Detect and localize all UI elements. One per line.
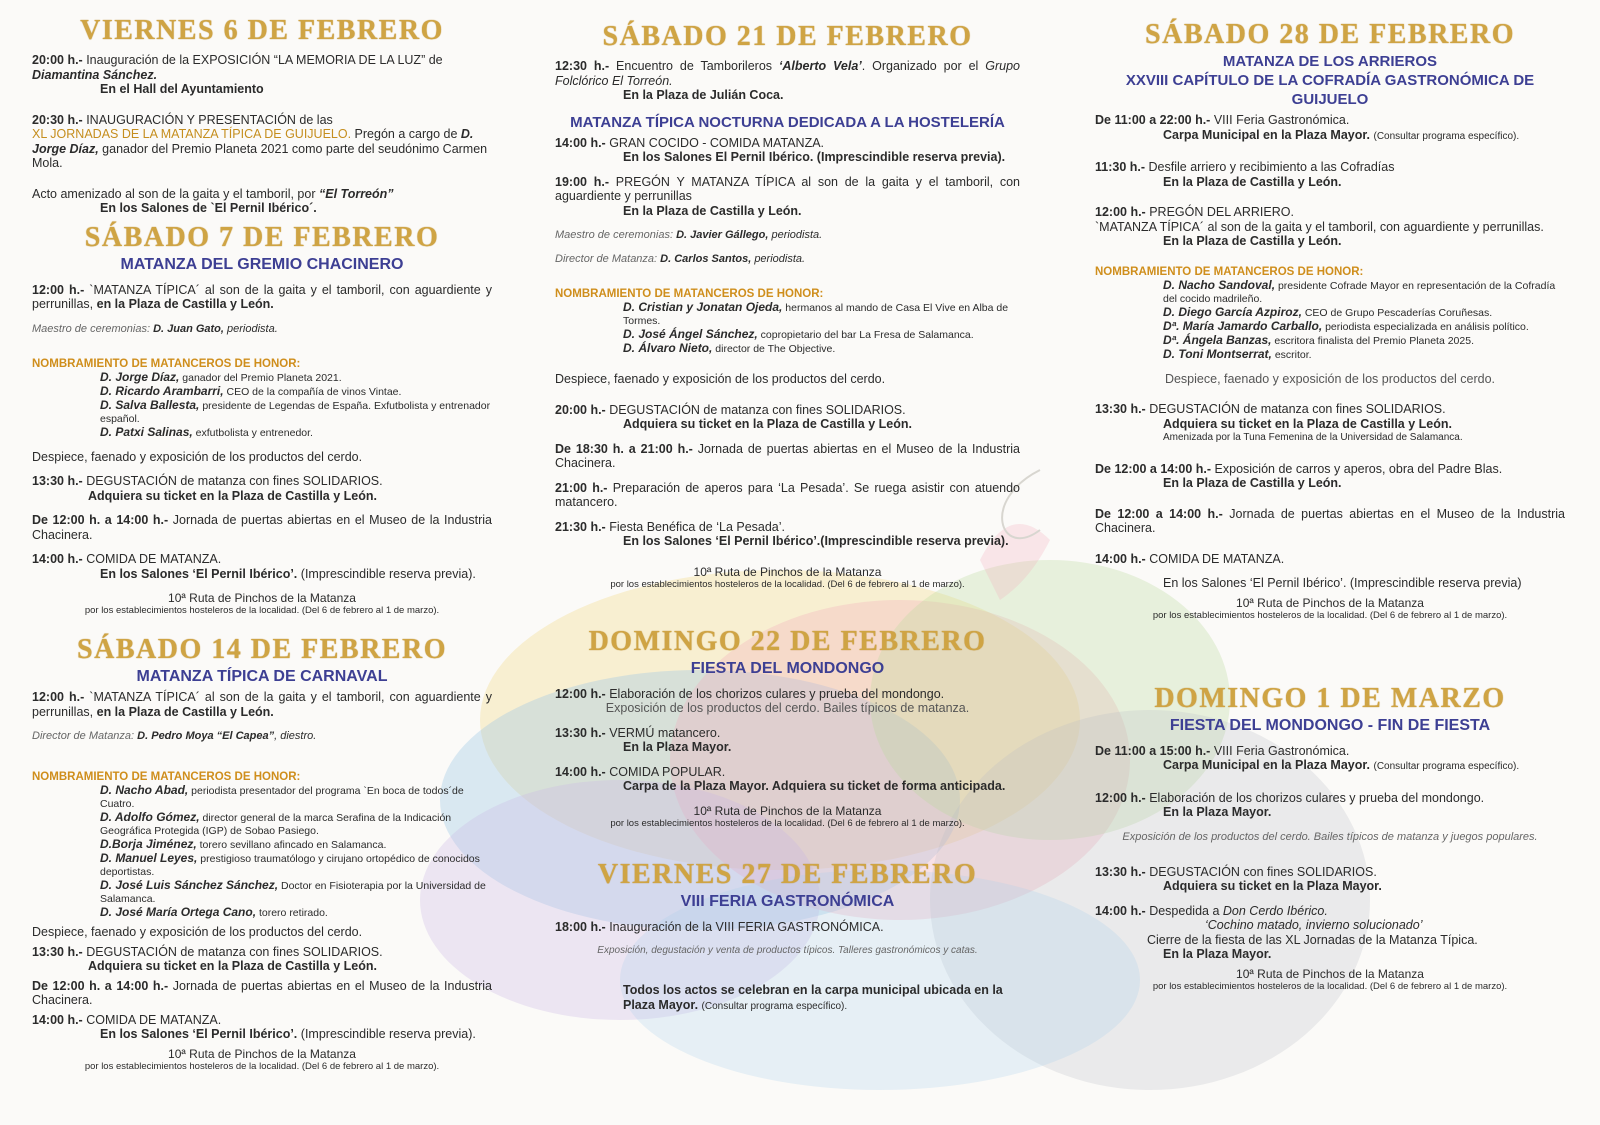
event-chorizos: 12:00 h.- Elaboración de los chorizos culares y prueba del mondongo. [555, 686, 945, 701]
honor-name: D. Diego García Azpiroz, [1163, 304, 1302, 319]
event-note: Amenizada por la Tuna Femenina de la Universidad de Salamanca. [1163, 432, 1463, 443]
honor-item [32, 906, 492, 920]
honor-item [555, 301, 1020, 328]
event-despiece: Despiece, faenado y exposición de los productos del cerdo. [32, 925, 363, 939]
day-subtitle: MATANZA TÍPICA NOCTURNA DEDICADA A LA HOSTELERÍA [570, 113, 1005, 131]
event-comida: 14:00 h.- COMIDA DE MATANZA. [1095, 551, 1285, 566]
day-subtitle: VIII FERIA GASTRONÓMICA [680, 892, 895, 910]
honor-header: NOMBRAMIENTO DE MATANCEROS DE HONOR: [32, 357, 301, 370]
event-location: En la Plaza Mayor. [1163, 805, 1272, 819]
event-note: Exposición, degustación y venta de productos típicos. Talleres gastronómicos y catas. [597, 945, 978, 956]
event-degustacion: 13:30 h.- DEGUSTACIÓN de matanza con fines SOLIDARIOS. [1095, 402, 1446, 416]
event-location: En los Salones de `El Pernil Ibérico´. [100, 201, 317, 215]
honor-item [1095, 306, 1565, 320]
event-location: En los Salones ‘El Pernil Ibérico’.(Imprescindible reserva previa). [623, 534, 1009, 548]
honor-name: D. Cristian y Jonatan Ojeda, [623, 300, 783, 314]
honor-list [32, 371, 492, 440]
honor-name: D. José María Ortega Cano, [100, 905, 257, 919]
honor-item [32, 852, 492, 879]
day-subtitle: FIESTA DEL MONDONGO [690, 659, 885, 677]
event-despiece: Despiece, faenado y exposición de los productos del cerdo. [1164, 371, 1496, 386]
honor-item [555, 342, 1020, 356]
event-degustacion: 13:30 h.- DEGUSTACIÓN de matanza con fines SOLIDARIOS. [32, 474, 383, 488]
honor-header: NOMBRAMIENTO DE MATANCEROS DE HONOR: [1095, 265, 1364, 278]
event-location: En el Hall del Ayuntamiento [100, 82, 264, 96]
column-right [1095, 18, 1565, 993]
maestro-ceremonias: Maestro de ceremonias: D. Juan Gato, periodista. [32, 322, 278, 335]
event-puertas-abiertas: De 12:00 h. a 14:00 h.- Jornada de puertas abiertas en el Museo de la Industria Chacinera. [32, 513, 492, 542]
event-location: Adquiera su ticket en la Plaza de Castilla y León. [623, 417, 912, 431]
event-matanza-tipica: 12:00 h.- `MATANZA TÍPICA´ al son de la gaita y el tamboril, con aguardiente y perrunillas, en la Plaza de Castilla y León. [32, 690, 492, 719]
honor-desc: ganador del Premio Planeta 2021. [182, 371, 342, 384]
ruta-pinchos-note: por los establecimientos hosteleros de la localidad. (Del 6 de febrero al 1 de marzo). [84, 1060, 440, 1072]
ruta-pinchos-note: por los establecimientos hosteleros de la localidad. (Del 6 de febrero al 1 de marzo). [610, 578, 965, 590]
column-center [555, 20, 1020, 1014]
event-pregon: 19:00 h.- PREGÓN Y MATANZA TÍPICA al son de la gaita y el tamboril, con aguardiente y perrunillas [555, 174, 1020, 203]
ruta-pinchos-title: 10ª Ruta de Pinchos de la Matanza [168, 1046, 356, 1061]
event-location: Carpa Municipal en la Plaza Mayor. (Consultar programa específico). [1163, 758, 1520, 772]
honor-name: D. Patxi Salinas, [100, 424, 193, 439]
event-location: Adquiera su ticket en la Plaza de Castilla y León. [1163, 416, 1452, 431]
event-location: Adquiera su ticket en la Plaza de Castilla y León. [88, 488, 377, 503]
honor-desc: director de The Objective. [715, 343, 836, 355]
honor-item [32, 784, 492, 811]
event-comida: 14:00 h.- COMIDA DE MATANZA. [32, 552, 222, 566]
honor-desc: torero sevillano afincado en Salamanca. [199, 839, 387, 851]
honor-desc: presidente Cofrade Mayor en representación de la Cofradía del cocido madrileño. [1163, 279, 1556, 305]
event-location: En la Plaza de Castilla y León. [1163, 174, 1342, 189]
day-subtitle-2: XXVIII CAPÍTULO DE LA COFRADÍA GASTRONÓMICA DE GUIJUELO [1125, 72, 1535, 108]
honor-item [32, 879, 492, 906]
honor-desc: director general de la marca Serafina de la Indicación Geográfica Protegida (IGP) de Sobao Pasiego. [100, 812, 452, 837]
event-location: Carpa de la Plaza Mayor. Adquiera su ticket de forma anticipada. [623, 779, 1006, 793]
event-puertas-abiertas: De 12:00 a 14:00 h.- Jornada de puertas abiertas en el Museo de la Industria Chacinera. [1095, 506, 1565, 535]
day-title-viernes-27: VIERNES 27 DE FEBRERO [597, 858, 978, 890]
event-despiece: Despiece, faenado y exposición de los productos del cerdo. [555, 372, 886, 386]
event-quote: ‘Cochino matado, invierno solucionado’ [1205, 918, 1423, 932]
day-title-domingo-22: DOMINGO 22 DE FEBRERO [588, 625, 987, 657]
event-comida: 14:00 h.- COMIDA DE MATANZA. [32, 1012, 222, 1027]
honor-name: D.Borja Jiménez, [100, 837, 197, 851]
honor-name: D. José Ángel Sánchez, [623, 327, 758, 341]
honor-item [1095, 320, 1565, 334]
honor-desc: escritora finalista del Premio Planeta 2025. [1274, 334, 1474, 347]
honor-item [32, 371, 492, 385]
event-aperos: 21:00 h.- Preparación de aperos para ‘La Pesada’. Se ruega asistir con atuendo matancero. [555, 480, 1021, 509]
event-matanza-tipica: 12:00 h.- `MATANZA TÍPICA´ al son de la gaita y el tamboril, con aguardiente y perrunillas, en la Plaza de Castilla y León. [32, 282, 492, 311]
honor-name: D. Álvaro Nieto, [623, 341, 713, 355]
honor-name: Dª. Ángela Banzas, [1163, 332, 1272, 347]
honor-item [32, 399, 492, 426]
honor-item [32, 385, 492, 399]
event-note: Exposición de los productos del cerdo. Bailes típicos de matanza y juegos populares. [1122, 830, 1538, 843]
event-location: En la Plaza de Castilla y León. [623, 203, 802, 218]
event-despedida: 14:00 h.- Despedida a Don Cerdo Ibérico. [1095, 903, 1328, 918]
event-vermu: 13:30 h.- VERMÚ matancero. [555, 725, 721, 740]
ruta-pinchos-note: por los establecimientos hosteleros de la localidad. (Del 6 de febrero al 1 de marzo). [610, 817, 965, 829]
honor-desc: prestigioso traumatólogo y cirujano ortopédico de conocidos deportistas. [100, 853, 480, 878]
event-comida-popular: 14:00 h.- COMIDA POPULAR. [555, 764, 726, 779]
event-feria: De 11:00 a 15:00 h.- VIII Feria Gastronómica. [1095, 743, 1350, 758]
ruta-pinchos-title: 10ª Ruta de Pinchos de la Matanza [693, 564, 882, 579]
event-location: En los Salones ‘El Pernil Ibérico’. (Imprescindible reserva previa) [1163, 576, 1522, 590]
event-note: Exposición de los productos del cerdo. Bailes típicos de matanza. [605, 701, 970, 715]
honor-name: D. Toni Montserrat, [1163, 346, 1272, 361]
director-matanza: Director de Matanza: D. Carlos Santos, periodista. [555, 253, 806, 265]
honor-item [1095, 279, 1565, 306]
event-despiece: Despiece, faenado y exposición de los productos del cerdo. [32, 449, 363, 464]
ruta-pinchos-note: por los establecimientos hosteleros de la localidad. (Del 6 de febrero al 1 de marzo). [84, 605, 440, 616]
event-matanza-tipica: `MATANZA TÍPICA´ al son de la gaita y el tamboril, con aguardiente y perrunillas. [1095, 219, 1544, 234]
event-inauguracion-jornadas: 20:30 h.- INAUGURACIÓN Y PRESENTACIÓN de las XL JORNADAS DE LA MATANZA TÍPICA DE GUIJUELO. Pregón a cargo de D. Jorge Díaz, ganador del Premio Planeta 2021 como parte del seudónimo Carmen Mola. [32, 112, 488, 170]
ruta-pinchos-title: 10ª Ruta de Pinchos de la Matanza [168, 591, 356, 605]
event-gran-cocido: 14:00 h.- GRAN COCIDO - COMIDA MATANZA. [555, 135, 825, 150]
honor-item [32, 426, 492, 440]
day-title-domingo-1-marzo: DOMINGO 1 DE MARZO [1154, 682, 1506, 714]
event-location: En la Plaza Mayor. [1163, 947, 1272, 961]
event-location: En la Plaza de Julián Coca. [623, 88, 784, 102]
event-inauguracion-exposicion: 20:00 h.- Inauguración de la EXPOSICIÓN “LA MEMORIA DE LA LUZ” de Diamantina Sánchez. [32, 53, 443, 82]
honor-desc: hermanos al mando de Casa El Vive en Alba de Tormes. [623, 302, 1009, 327]
event-puertas-abiertas: De 18:30 h. a 21:00 h.- Jornada de puertas abiertas en el Museo de la Industria Chacinera. [555, 441, 1020, 470]
honor-desc: copropietario del bar La Fresa de Salamanca. [760, 329, 974, 341]
event-feria: De 11:00 a 22:00 h.- VIII Feria Gastronómica. [1095, 113, 1350, 127]
event-carpa-note: Todos los actos se celebran en la carpa municipal ubicada en la Plaza Mayor. (Consultar programa específico). [623, 983, 1003, 1012]
event-puertas-abiertas: De 12:00 h. a 14:00 h.- Jornada de puertas abiertas en el Museo de la Industria Chacinera. [32, 978, 492, 1007]
honor-item [32, 811, 492, 838]
day-subtitle: FIESTA DEL MONDONGO - FIN DE FIESTA [1169, 716, 1491, 734]
honor-header: NOMBRAMIENTO DE MATANCEROS DE HONOR: [32, 771, 301, 783]
ruta-pinchos-title: 10ª Ruta de Pinchos de la Matanza [1236, 595, 1424, 610]
day-title-sabado-21: SÁBADO 21 DE FEBRERO [602, 21, 973, 52]
event-degustacion: 20:00 h.- DEGUSTACIÓN de matanza con fines SOLIDARIOS. [555, 402, 906, 417]
ruta-pinchos-note: por los establecimientos hosteleros de la localidad. (Del 6 de febrero al 1 de marzo). [1152, 609, 1508, 621]
day-subtitle: MATANZA DE LOS ARRIEROS [1222, 53, 1438, 70]
event-chorizos: 12:00 h.- Elaboración de los chorizos culares y prueba del mondongo. [1095, 790, 1485, 805]
event-desfile: 11:30 h.- Desfile arriero y recibimiento a las Cofradías [1095, 160, 1395, 174]
day-title-sabado-7: SÁBADO 7 DE FEBRERO [84, 221, 440, 253]
event-location: Carpa Municipal en la Plaza Mayor. (Consultar programa específico). [1163, 127, 1520, 142]
ruta-pinchos-title: 10ª Ruta de Pinchos de la Matanza [693, 803, 882, 818]
event-location: En la Plaza de Castilla y León. [1163, 476, 1342, 490]
honor-name: D. Ricardo Arambarri, [100, 383, 224, 398]
event-fiesta-benefica: 21:30 h.- Fiesta Benéfica de ‘La Pesada’. [555, 519, 786, 534]
honor-desc: periodista presentador del programa `En boca de todos´de Cuatro. [100, 785, 464, 810]
honor-item [32, 838, 492, 852]
honor-name: D. Nacho Sandoval, [1163, 277, 1276, 292]
honor-name: D. Manuel Leyes, [100, 851, 198, 865]
honor-desc: exfutbolista y entrenedor. [195, 426, 313, 439]
honor-item [1095, 334, 1565, 348]
event-pregon-arriero: 12:00 h.- PREGÓN DEL ARRIERO. [1095, 205, 1294, 219]
event-location: En la Plaza Mayor. [623, 740, 732, 754]
honor-desc: presidente de Legendas de España. Exfutbolista y entrenador español. [100, 399, 491, 425]
ruta-pinchos-title: 10ª Ruta de Pinchos de la Matanza [1236, 966, 1424, 981]
day-subtitle: MATANZA DEL GREMIO CHACINERO [120, 255, 404, 273]
event-tamborileros: 12:30 h.- Encuentro de Tamborileros ‘Alberto Vela’. Organizado por el Grupo Folclórico El Torreón. [555, 59, 1020, 88]
honor-list [555, 301, 1020, 356]
event-location: En los Salones ‘El Pernil Ibérico’. (Imprescindible reserva previa). [100, 1027, 476, 1041]
event-location: En la Plaza de Castilla y León. [1163, 234, 1342, 248]
director-matanza: Director de Matanza: D. Pedro Moya “El Capea”, diestro. [32, 730, 317, 742]
day-title-viernes-6: VIERNES 6 DE FEBRERO [80, 15, 444, 46]
honor-item [1095, 348, 1565, 362]
column-left [32, 14, 492, 1073]
event-location: Adquiera su ticket en la Plaza Mayor. [1163, 879, 1382, 893]
honor-name: D. José Luis Sánchez Sánchez, [100, 878, 279, 892]
honor-header: NOMBRAMIENTO DE MATANCEROS DE HONOR: [555, 288, 824, 300]
event-degustacion: 13:30 h.- DEGUSTACIÓN con fines SOLIDARIOS. [1095, 864, 1377, 879]
honor-desc: CEO de la compañía de vinos Vintae. [226, 385, 402, 398]
event-acto-amenizado: Acto amenizado al son de la gaita y el tamboril, por “El Torreón” [32, 186, 394, 201]
event-inauguracion-feria: 18:00 h.- Inauguración de la VIII FERIA GASTRONÓMICA. [555, 919, 884, 934]
event-note: Cierre de la fiesta de las XL Jornadas de la Matanza Típica. [1147, 932, 1478, 947]
honor-desc: escritor. [1274, 348, 1312, 361]
event-location: En los Salones El Pernil Ibérico. (Imprescindible reserva previa). [623, 150, 1006, 164]
day-title-sabado-28: SÁBADO 28 DE FEBRERO [1145, 19, 1515, 50]
honor-name: D. Jorge Díaz, [100, 369, 180, 384]
honor-desc: torero retirado. [258, 907, 328, 919]
honor-desc: CEO de Grupo Pescaderías Coruñesas. [1304, 306, 1493, 319]
event-carros: De 12:00 a 14:00 h.- Exposición de carros y aperos, obra del Padre Blas. [1095, 461, 1503, 476]
maestro-ceremonias: Maestro de ceremonias: D. Javier Gállego, periodista. [555, 229, 823, 241]
honor-name: Dª. María Jamardo Carballo, [1163, 318, 1323, 333]
honor-desc: Doctor en Fisioterapia por la Universidad de Salamanca. [100, 880, 486, 905]
event-location: En los Salones ‘El Pernil Ibérico’. (Imprescindible reserva previa). [100, 566, 476, 581]
honor-item [555, 328, 1020, 342]
honor-name: D. Salva Ballesta, [100, 397, 200, 412]
honor-name: D. Adolfo Gómez, [100, 810, 200, 824]
event-degustacion: 13:30 h.- DEGUSTACIÓN de matanza con fines SOLIDARIOS. [32, 944, 383, 959]
honor-list [32, 784, 492, 920]
honor-list [1095, 279, 1565, 362]
day-subtitle: MATANZA TÍPICA DE CARNAVAL [136, 668, 388, 685]
honor-name: D. Nacho Abad, [100, 783, 189, 797]
honor-desc: periodista especializada en análisis político. [1325, 320, 1529, 333]
day-title-sabado-14: SÁBADO 14 DE FEBRERO [77, 634, 447, 665]
ruta-pinchos-note: por los establecimientos hosteleros de la localidad. (Del 6 de febrero al 1 de marzo). [1152, 980, 1508, 992]
event-location: Adquiera su ticket en la Plaza de Castilla y León. [88, 959, 377, 973]
